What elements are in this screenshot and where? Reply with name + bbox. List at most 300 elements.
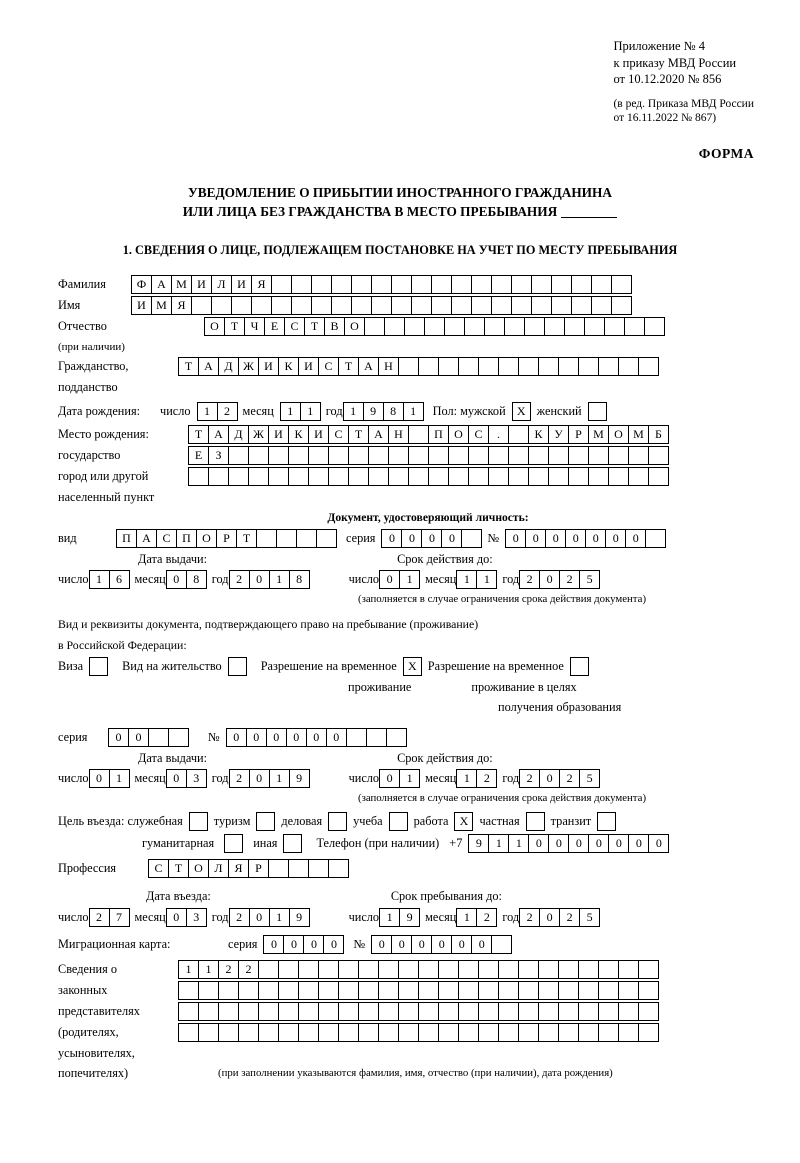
reps-row-4-input[interactable] xyxy=(178,1023,658,1042)
char-cell[interactable] xyxy=(438,357,459,376)
purpose-tourism-checkbox[interactable] xyxy=(256,812,275,831)
char-cell[interactable]: 0 xyxy=(525,529,546,548)
entry-month-input[interactable] xyxy=(166,908,206,927)
char-cell[interactable] xyxy=(358,960,379,979)
char-cell[interactable] xyxy=(488,446,509,465)
temp-residence-checkbox[interactable]: Х xyxy=(403,657,422,676)
char-cell[interactable]: Д xyxy=(218,357,239,376)
char-cell[interactable] xyxy=(318,981,339,1000)
char-cell[interactable] xyxy=(471,275,492,294)
surname-input[interactable] xyxy=(131,275,631,294)
char-cell[interactable]: 0 xyxy=(648,834,669,853)
char-cell[interactable] xyxy=(198,1002,219,1021)
char-cell[interactable]: 0 xyxy=(431,935,452,954)
char-cell[interactable]: И xyxy=(268,425,289,444)
char-cell[interactable]: И xyxy=(131,296,152,315)
char-cell[interactable]: Р xyxy=(248,859,269,878)
char-cell[interactable]: 8 xyxy=(289,570,310,589)
char-cell[interactable]: Д xyxy=(228,425,249,444)
char-cell[interactable] xyxy=(268,446,289,465)
char-cell[interactable]: Т xyxy=(338,357,359,376)
char-cell[interactable]: Л xyxy=(211,275,232,294)
char-cell[interactable]: Т xyxy=(178,357,199,376)
permit-issue-year-input[interactable] xyxy=(229,769,309,788)
char-cell[interactable]: Ф xyxy=(131,275,152,294)
char-cell[interactable] xyxy=(404,317,425,336)
char-cell[interactable] xyxy=(558,960,579,979)
char-cell[interactable] xyxy=(618,960,639,979)
char-cell[interactable] xyxy=(231,296,252,315)
char-cell[interactable] xyxy=(296,529,317,548)
reps-row-2-input[interactable] xyxy=(178,981,658,1000)
issue-day-input[interactable] xyxy=(89,570,129,589)
issue-year-input[interactable] xyxy=(229,570,309,589)
char-cell[interactable] xyxy=(644,317,665,336)
char-cell[interactable] xyxy=(398,1023,419,1042)
char-cell[interactable]: 0 xyxy=(528,834,549,853)
char-cell[interactable] xyxy=(438,960,459,979)
birth-year-input[interactable] xyxy=(343,402,423,421)
char-cell[interactable]: 1 xyxy=(300,402,321,421)
char-cell[interactable] xyxy=(258,1002,279,1021)
char-cell[interactable] xyxy=(478,1002,499,1021)
char-cell[interactable]: К xyxy=(288,425,309,444)
char-cell[interactable]: 9 xyxy=(399,908,420,927)
char-cell[interactable]: 2 xyxy=(229,769,250,788)
char-cell[interactable] xyxy=(558,1002,579,1021)
char-cell[interactable] xyxy=(608,446,629,465)
char-cell[interactable] xyxy=(624,317,645,336)
char-cell[interactable] xyxy=(258,1023,279,1042)
purpose-business-checkbox[interactable] xyxy=(328,812,347,831)
char-cell[interactable] xyxy=(248,467,269,486)
char-cell[interactable] xyxy=(271,296,292,315)
valid-month-input[interactable] xyxy=(456,570,496,589)
char-cell[interactable]: Н xyxy=(388,425,409,444)
char-cell[interactable] xyxy=(498,960,519,979)
char-cell[interactable] xyxy=(368,446,389,465)
char-cell[interactable] xyxy=(271,275,292,294)
char-cell[interactable]: 1 xyxy=(456,769,477,788)
char-cell[interactable] xyxy=(504,317,525,336)
char-cell[interactable] xyxy=(518,1002,539,1021)
purpose-service-checkbox[interactable] xyxy=(189,812,208,831)
char-cell[interactable]: 1 xyxy=(508,834,529,853)
char-cell[interactable] xyxy=(448,467,469,486)
char-cell[interactable]: 0 xyxy=(441,529,462,548)
char-cell[interactable] xyxy=(308,446,329,465)
char-cell[interactable] xyxy=(558,981,579,1000)
char-cell[interactable]: 0 xyxy=(628,834,649,853)
char-cell[interactable]: 0 xyxy=(608,834,629,853)
char-cell[interactable] xyxy=(611,275,632,294)
char-cell[interactable] xyxy=(458,960,479,979)
char-cell[interactable]: 0 xyxy=(421,529,442,548)
char-cell[interactable] xyxy=(238,1023,259,1042)
char-cell[interactable] xyxy=(338,960,359,979)
char-cell[interactable] xyxy=(258,960,279,979)
char-cell[interactable] xyxy=(278,960,299,979)
char-cell[interactable]: 2 xyxy=(476,908,497,927)
char-cell[interactable]: М xyxy=(151,296,172,315)
char-cell[interactable]: К xyxy=(278,357,299,376)
char-cell[interactable] xyxy=(511,296,532,315)
valid-day-input[interactable] xyxy=(379,570,419,589)
char-cell[interactable] xyxy=(464,317,485,336)
char-cell[interactable]: 2 xyxy=(559,769,580,788)
char-cell[interactable]: 0 xyxy=(108,728,129,747)
char-cell[interactable] xyxy=(408,467,429,486)
char-cell[interactable]: С xyxy=(148,859,169,878)
char-cell[interactable] xyxy=(308,467,329,486)
char-cell[interactable]: 2 xyxy=(229,570,250,589)
char-cell[interactable] xyxy=(598,1023,619,1042)
char-cell[interactable] xyxy=(451,275,472,294)
char-cell[interactable]: 1 xyxy=(343,402,364,421)
char-cell[interactable] xyxy=(331,296,352,315)
permit-issue-month-input[interactable] xyxy=(166,769,206,788)
char-cell[interactable] xyxy=(391,296,412,315)
char-cell[interactable] xyxy=(618,1002,639,1021)
char-cell[interactable]: П xyxy=(116,529,137,548)
char-cell[interactable] xyxy=(648,467,669,486)
char-cell[interactable]: 9 xyxy=(289,769,310,788)
char-cell[interactable] xyxy=(618,357,639,376)
char-cell[interactable]: 0 xyxy=(371,935,392,954)
char-cell[interactable] xyxy=(178,1023,199,1042)
char-cell[interactable]: 1 xyxy=(269,570,290,589)
char-cell[interactable]: Я xyxy=(251,275,272,294)
char-cell[interactable]: А xyxy=(358,357,379,376)
char-cell[interactable] xyxy=(311,275,332,294)
patronymic-input[interactable] xyxy=(204,317,664,336)
char-cell[interactable]: 1 xyxy=(269,769,290,788)
char-cell[interactable] xyxy=(278,981,299,1000)
char-cell[interactable]: 0 xyxy=(411,935,432,954)
char-cell[interactable]: 3 xyxy=(186,908,207,927)
char-cell[interactable]: 1 xyxy=(399,769,420,788)
char-cell[interactable] xyxy=(458,1002,479,1021)
char-cell[interactable] xyxy=(366,728,387,747)
char-cell[interactable] xyxy=(191,296,212,315)
char-cell[interactable]: И xyxy=(298,357,319,376)
char-cell[interactable] xyxy=(478,1023,499,1042)
char-cell[interactable]: 0 xyxy=(286,728,307,747)
char-cell[interactable]: 1 xyxy=(109,769,130,788)
char-cell[interactable]: 0 xyxy=(246,728,267,747)
char-cell[interactable] xyxy=(568,446,589,465)
char-cell[interactable] xyxy=(564,317,585,336)
char-cell[interactable] xyxy=(408,446,429,465)
char-cell[interactable] xyxy=(351,296,372,315)
char-cell[interactable] xyxy=(311,296,332,315)
char-cell[interactable]: 0 xyxy=(128,728,149,747)
char-cell[interactable]: Б xyxy=(648,425,669,444)
char-cell[interactable]: 1 xyxy=(89,570,110,589)
char-cell[interactable] xyxy=(611,296,632,315)
char-cell[interactable] xyxy=(208,467,229,486)
sex-female-checkbox[interactable] xyxy=(588,402,607,421)
char-cell[interactable] xyxy=(338,1023,359,1042)
char-cell[interactable] xyxy=(578,981,599,1000)
char-cell[interactable] xyxy=(444,317,465,336)
char-cell[interactable]: 2 xyxy=(519,769,540,788)
char-cell[interactable] xyxy=(398,981,419,1000)
char-cell[interactable]: 5 xyxy=(579,769,600,788)
char-cell[interactable]: 1 xyxy=(178,960,199,979)
char-cell[interactable]: 0 xyxy=(166,570,187,589)
char-cell[interactable] xyxy=(638,1023,659,1042)
char-cell[interactable] xyxy=(378,1023,399,1042)
char-cell[interactable]: Т xyxy=(304,317,325,336)
char-cell[interactable]: 0 xyxy=(283,935,304,954)
char-cell[interactable]: 6 xyxy=(109,570,130,589)
migcard-number-input[interactable] xyxy=(371,935,511,954)
purpose-study-checkbox[interactable] xyxy=(389,812,408,831)
char-cell[interactable] xyxy=(378,1002,399,1021)
reps-row-1-input[interactable] xyxy=(178,960,658,979)
char-cell[interactable]: А xyxy=(368,425,389,444)
char-cell[interactable]: 1 xyxy=(399,570,420,589)
purpose-private-checkbox[interactable] xyxy=(526,812,545,831)
char-cell[interactable]: 0 xyxy=(326,728,347,747)
char-cell[interactable]: 1 xyxy=(197,402,218,421)
char-cell[interactable]: 0 xyxy=(249,908,270,927)
char-cell[interactable] xyxy=(638,981,659,1000)
char-cell[interactable] xyxy=(618,981,639,1000)
permit-valid-day-input[interactable] xyxy=(379,769,419,788)
char-cell[interactable]: 0 xyxy=(451,935,472,954)
reps-row-3-input[interactable] xyxy=(178,1002,658,1021)
char-cell[interactable] xyxy=(588,467,609,486)
char-cell[interactable] xyxy=(368,467,389,486)
char-cell[interactable] xyxy=(418,981,439,1000)
char-cell[interactable]: О xyxy=(448,425,469,444)
char-cell[interactable] xyxy=(628,446,649,465)
char-cell[interactable] xyxy=(478,357,499,376)
char-cell[interactable]: 0 xyxy=(545,529,566,548)
char-cell[interactable] xyxy=(528,467,549,486)
char-cell[interactable] xyxy=(398,357,419,376)
char-cell[interactable]: 0 xyxy=(166,908,187,927)
char-cell[interactable] xyxy=(411,296,432,315)
char-cell[interactable]: Т xyxy=(236,529,257,548)
char-cell[interactable] xyxy=(551,275,572,294)
stay-day-input[interactable] xyxy=(379,908,419,927)
char-cell[interactable]: С xyxy=(318,357,339,376)
char-cell[interactable] xyxy=(598,981,619,1000)
char-cell[interactable] xyxy=(358,981,379,1000)
char-cell[interactable] xyxy=(438,981,459,1000)
idoc-series-input[interactable] xyxy=(381,529,481,548)
char-cell[interactable]: И xyxy=(231,275,252,294)
birthplace-line-3-input[interactable] xyxy=(188,467,668,486)
char-cell[interactable]: 0 xyxy=(471,935,492,954)
char-cell[interactable] xyxy=(461,529,482,548)
char-cell[interactable] xyxy=(398,1002,419,1021)
char-cell[interactable]: 1 xyxy=(488,834,509,853)
char-cell[interactable] xyxy=(188,467,209,486)
char-cell[interactable] xyxy=(276,529,297,548)
char-cell[interactable] xyxy=(588,446,609,465)
char-cell[interactable] xyxy=(528,446,549,465)
char-cell[interactable]: Я xyxy=(171,296,192,315)
char-cell[interactable]: Е xyxy=(188,446,209,465)
char-cell[interactable] xyxy=(468,467,489,486)
permit-valid-month-input[interactable] xyxy=(456,769,496,788)
char-cell[interactable] xyxy=(288,859,309,878)
char-cell[interactable] xyxy=(238,981,259,1000)
char-cell[interactable] xyxy=(338,1002,359,1021)
char-cell[interactable] xyxy=(508,467,529,486)
char-cell[interactable] xyxy=(346,728,367,747)
char-cell[interactable] xyxy=(558,357,579,376)
char-cell[interactable]: С xyxy=(284,317,305,336)
char-cell[interactable]: С xyxy=(468,425,489,444)
char-cell[interactable] xyxy=(358,1002,379,1021)
sex-male-checkbox[interactable]: Х xyxy=(512,402,531,421)
char-cell[interactable]: 0 xyxy=(401,529,422,548)
char-cell[interactable] xyxy=(298,1023,319,1042)
char-cell[interactable] xyxy=(318,1023,339,1042)
char-cell[interactable]: 0 xyxy=(381,529,402,548)
char-cell[interactable] xyxy=(508,446,529,465)
char-cell[interactable]: 2 xyxy=(519,908,540,927)
char-cell[interactable] xyxy=(508,425,529,444)
purpose-transit-checkbox[interactable] xyxy=(597,812,616,831)
name-input[interactable] xyxy=(131,296,631,315)
char-cell[interactable] xyxy=(591,296,612,315)
char-cell[interactable] xyxy=(148,728,169,747)
char-cell[interactable] xyxy=(531,275,552,294)
char-cell[interactable] xyxy=(178,1002,199,1021)
char-cell[interactable] xyxy=(578,1002,599,1021)
char-cell[interactable] xyxy=(248,446,269,465)
char-cell[interactable]: 0 xyxy=(263,935,284,954)
char-cell[interactable] xyxy=(291,275,312,294)
char-cell[interactable]: Ж xyxy=(238,357,259,376)
char-cell[interactable] xyxy=(578,1023,599,1042)
char-cell[interactable]: Т xyxy=(224,317,245,336)
char-cell[interactable]: О xyxy=(344,317,365,336)
char-cell[interactable]: 0 xyxy=(568,834,589,853)
char-cell[interactable]: 0 xyxy=(306,728,327,747)
char-cell[interactable] xyxy=(458,357,479,376)
char-cell[interactable]: 7 xyxy=(109,908,130,927)
char-cell[interactable] xyxy=(518,960,539,979)
char-cell[interactable] xyxy=(251,296,272,315)
char-cell[interactable] xyxy=(198,1023,219,1042)
char-cell[interactable]: Я xyxy=(228,859,249,878)
char-cell[interactable] xyxy=(451,296,472,315)
char-cell[interactable] xyxy=(398,960,419,979)
char-cell[interactable]: К xyxy=(528,425,549,444)
char-cell[interactable] xyxy=(371,275,392,294)
char-cell[interactable]: П xyxy=(428,425,449,444)
char-cell[interactable] xyxy=(551,296,572,315)
char-cell[interactable]: О xyxy=(188,859,209,878)
char-cell[interactable]: Т xyxy=(168,859,189,878)
char-cell[interactable]: 0 xyxy=(539,570,560,589)
char-cell[interactable] xyxy=(288,446,309,465)
char-cell[interactable]: 2 xyxy=(476,769,497,788)
valid-year-input[interactable] xyxy=(519,570,599,589)
char-cell[interactable]: М xyxy=(628,425,649,444)
char-cell[interactable]: 0 xyxy=(249,570,270,589)
char-cell[interactable]: Т xyxy=(348,425,369,444)
char-cell[interactable] xyxy=(408,425,429,444)
char-cell[interactable]: 1 xyxy=(198,960,219,979)
char-cell[interactable] xyxy=(491,275,512,294)
char-cell[interactable]: О xyxy=(204,317,225,336)
char-cell[interactable] xyxy=(228,446,249,465)
char-cell[interactable]: А xyxy=(198,357,219,376)
char-cell[interactable]: 5 xyxy=(579,570,600,589)
char-cell[interactable] xyxy=(371,296,392,315)
char-cell[interactable]: 2 xyxy=(217,402,238,421)
char-cell[interactable]: Н xyxy=(378,357,399,376)
char-cell[interactable] xyxy=(598,357,619,376)
char-cell[interactable] xyxy=(298,981,319,1000)
char-cell[interactable] xyxy=(628,467,649,486)
char-cell[interactable]: В xyxy=(324,317,345,336)
char-cell[interactable] xyxy=(578,960,599,979)
char-cell[interactable]: И xyxy=(258,357,279,376)
char-cell[interactable] xyxy=(268,859,289,878)
entry-year-input[interactable] xyxy=(229,908,309,927)
char-cell[interactable]: 2 xyxy=(519,570,540,589)
birthplace-line-2-input[interactable] xyxy=(188,446,668,465)
char-cell[interactable] xyxy=(418,357,439,376)
char-cell[interactable] xyxy=(278,1002,299,1021)
char-cell[interactable] xyxy=(571,296,592,315)
char-cell[interactable] xyxy=(431,275,452,294)
char-cell[interactable] xyxy=(291,296,312,315)
char-cell[interactable] xyxy=(468,446,489,465)
char-cell[interactable]: И xyxy=(191,275,212,294)
char-cell[interactable] xyxy=(316,529,337,548)
char-cell[interactable] xyxy=(488,467,509,486)
char-cell[interactable] xyxy=(458,981,479,1000)
char-cell[interactable] xyxy=(218,981,239,1000)
char-cell[interactable] xyxy=(548,467,569,486)
char-cell[interactable] xyxy=(458,1023,479,1042)
char-cell[interactable]: З xyxy=(208,446,229,465)
char-cell[interactable] xyxy=(491,296,512,315)
char-cell[interactable]: 2 xyxy=(559,570,580,589)
char-cell[interactable] xyxy=(604,317,625,336)
char-cell[interactable]: А xyxy=(136,529,157,548)
stay-month-input[interactable] xyxy=(456,908,496,927)
char-cell[interactable] xyxy=(544,317,565,336)
char-cell[interactable] xyxy=(598,1002,619,1021)
char-cell[interactable]: М xyxy=(588,425,609,444)
char-cell[interactable]: 9 xyxy=(289,908,310,927)
char-cell[interactable] xyxy=(298,960,319,979)
char-cell[interactable] xyxy=(591,275,612,294)
char-cell[interactable] xyxy=(386,728,407,747)
birthplace-line-1-input[interactable] xyxy=(188,425,668,444)
char-cell[interactable] xyxy=(638,960,659,979)
char-cell[interactable]: Ж xyxy=(248,425,269,444)
char-cell[interactable] xyxy=(318,960,339,979)
char-cell[interactable]: 0 xyxy=(266,728,287,747)
char-cell[interactable]: 0 xyxy=(539,769,560,788)
birth-day-input[interactable] xyxy=(197,402,237,421)
char-cell[interactable]: 0 xyxy=(379,570,400,589)
char-cell[interactable]: 0 xyxy=(303,935,324,954)
char-cell[interactable] xyxy=(348,467,369,486)
